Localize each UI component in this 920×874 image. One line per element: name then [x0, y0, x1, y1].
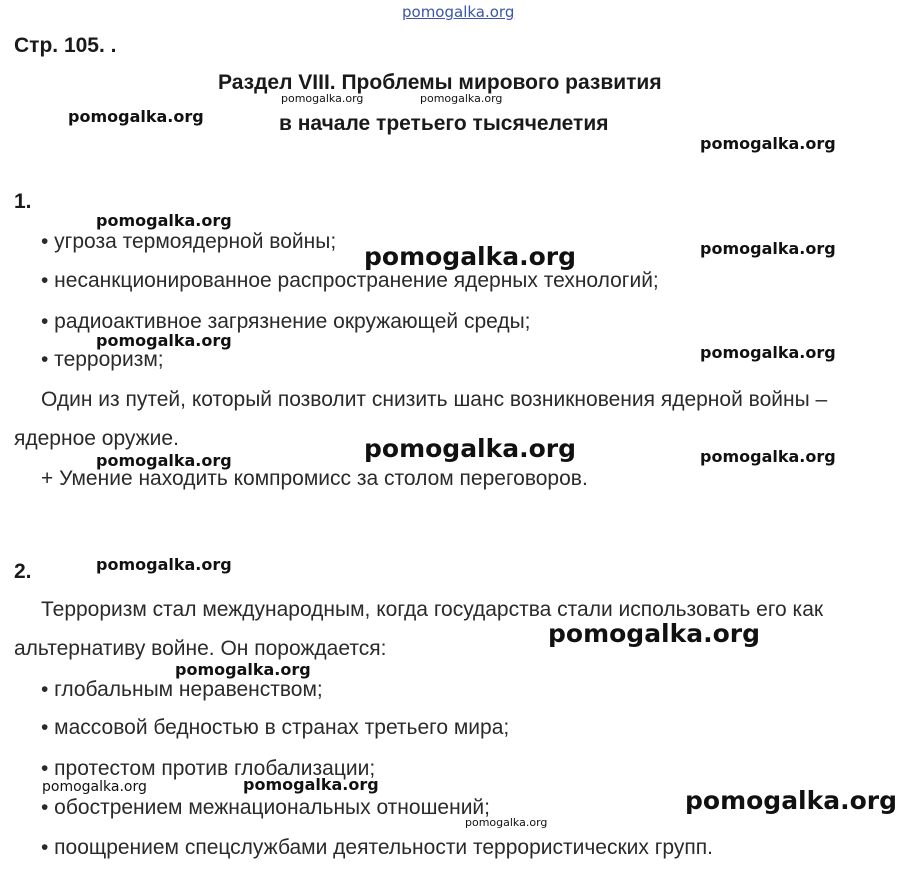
watermark: pomogalka.org — [96, 211, 232, 230]
question-number-1: 1. — [14, 190, 32, 213]
watermark: pomogalka.org — [42, 779, 147, 795]
list-item: • протестом против глобализации; — [41, 757, 376, 780]
answer-paragraph-line1: Терроризм стал международным, когда государства стали использовать его как — [41, 598, 824, 621]
watermark: pomogalka.org — [68, 107, 204, 126]
watermark: pomogalka.org — [548, 619, 761, 648]
watermark: pomogalka.org — [243, 775, 379, 794]
page-label: Стр. 105. . — [14, 34, 117, 57]
answer-paragraph-line2: альтернативу войне. Он порождается: — [14, 637, 387, 660]
watermark: pomogalka.org — [420, 92, 503, 105]
question-number-2: 2. — [14, 560, 32, 583]
list-item: • глобальным неравенством; — [41, 678, 323, 701]
watermark: pomogalka.org — [700, 239, 836, 258]
watermark: pomogalka.org — [96, 555, 232, 574]
watermark-top-link[interactable]: pomogalka.org — [402, 3, 515, 21]
list-item: • угроза термоядерной войны; — [41, 230, 337, 253]
answer-paragraph-line1: Один из путей, который позволит снизить шанс возникновения ядерной войны – — [41, 388, 828, 411]
watermark: pomogalka.org — [700, 447, 836, 466]
answer-paragraph-line2: ядерное оружие. — [14, 427, 179, 450]
watermark: pomogalka.org — [96, 451, 232, 470]
answer-extra-line: + Умение находить компромисс за столом переговоров. — [41, 467, 588, 490]
section-title-line2: в начале третьего тысячелетия — [279, 112, 609, 135]
watermark: pomogalka.org — [685, 786, 898, 815]
list-item: • терроризм; — [41, 348, 164, 371]
list-item: • несанкционированное распространение ядерных технологий; — [41, 269, 659, 292]
watermark: pomogalka.org — [96, 331, 232, 350]
list-item: • массовой бедностью в странах третьего мира; — [41, 716, 510, 739]
watermark: pomogalka.org — [700, 134, 836, 153]
watermark: pomogalka.org — [465, 816, 548, 829]
watermark: pomogalka.org — [700, 343, 836, 362]
watermark: pomogalka.org — [364, 434, 577, 463]
watermark: pomogalka.org — [364, 242, 577, 271]
watermark: pomogalka.org — [281, 92, 364, 105]
list-item: • поощрением спецслужбами деятельности террористических групп. — [41, 836, 713, 859]
list-item: • обострением межнациональных отношений; — [41, 796, 490, 819]
watermark: pomogalka.org — [175, 660, 311, 679]
section-title-line1: Раздел VIII. Проблемы мирового развития — [218, 71, 662, 94]
list-item: • радиоактивное загрязнение окружающей среды; — [41, 310, 531, 333]
